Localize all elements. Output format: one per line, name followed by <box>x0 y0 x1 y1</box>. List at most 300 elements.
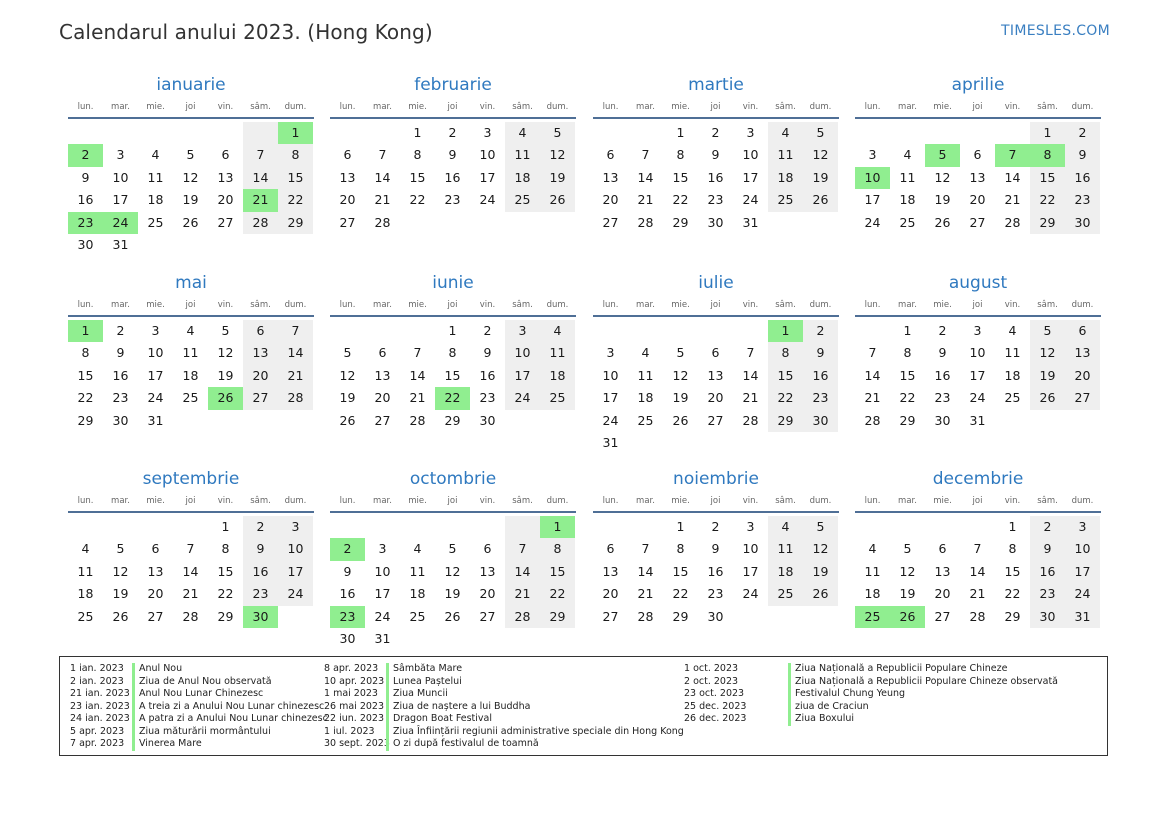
empty-day-cell <box>593 516 628 538</box>
day-cell: 12 <box>339 367 356 383</box>
weekday-label: vin. <box>217 496 234 506</box>
day-cell: 26 <box>112 608 129 624</box>
day-cell: 8 <box>448 345 457 361</box>
weekday-label: vin. <box>1004 300 1021 310</box>
day-cell: 12 <box>444 563 461 579</box>
day-cell: 17 <box>602 390 619 406</box>
day-cell: 3 <box>151 323 160 338</box>
weekday-header <box>68 97 314 119</box>
week-row <box>855 144 1101 166</box>
weekday-header <box>855 491 1101 513</box>
day-cell: 14 <box>505 561 540 583</box>
day-cell: 15 <box>217 563 234 579</box>
day-cell: 25 <box>77 608 94 624</box>
day-grid <box>855 320 1101 432</box>
weekday-label: dum. <box>546 300 569 310</box>
day-cell: 16 <box>934 367 951 383</box>
weekday-label: vin. <box>479 102 496 112</box>
brand-link[interactable]: TIMESLES.COM <box>1001 23 1110 39</box>
day-cell: 6 <box>711 345 720 361</box>
day-cell: 14 <box>182 563 199 579</box>
day-cell: 4 <box>868 541 877 557</box>
legend-holiday-name: Ziua Națională a Republicii Populare Chineze observată <box>788 676 1058 689</box>
day-cell: 17 <box>969 367 986 383</box>
day-cell: 18 <box>540 365 575 387</box>
day-cell: 25 <box>899 214 916 230</box>
legend-entry <box>684 688 1058 701</box>
weekday-label: joi <box>710 102 721 112</box>
weekday-label: dum. <box>284 496 307 506</box>
day-cell: 10 <box>969 345 986 361</box>
day-cell: 22 <box>768 387 803 409</box>
weekday-label: vin. <box>742 300 759 310</box>
day-cell: 5 <box>221 323 230 338</box>
week-row <box>68 234 314 256</box>
day-cell: 5 <box>903 541 912 557</box>
month-ianuarie <box>68 74 314 256</box>
day-cell: 27 <box>479 608 496 624</box>
day-cell: 21 <box>182 586 199 602</box>
month-name: octombrie <box>409 469 497 489</box>
day-cell: 6 <box>221 147 230 163</box>
empty-day-cell <box>803 606 838 628</box>
day-cell: 1 <box>413 125 422 140</box>
weekday-label: lun. <box>77 300 94 310</box>
day-cell: 6 <box>483 541 492 557</box>
weekday-label: mie. <box>671 102 690 112</box>
day-cell: 16 <box>479 367 496 383</box>
empty-day-cell <box>330 516 365 538</box>
day-cell: 6 <box>938 541 947 557</box>
legend-entry <box>70 701 328 714</box>
day-cell: 30 <box>803 410 838 432</box>
weekday-label: vin. <box>742 102 759 112</box>
day-cell: 21 <box>969 586 986 602</box>
day-cell: 25 <box>409 608 426 624</box>
day-cell: 30 <box>243 606 278 628</box>
legend-column-2 <box>324 663 684 751</box>
legend-holiday-name: Dragon Boat Festival <box>386 713 492 726</box>
month-aprilie <box>855 74 1101 234</box>
day-cell: 26 <box>890 606 925 628</box>
empty-day-cell <box>400 320 435 342</box>
weekday-label: mie. <box>933 300 952 310</box>
weekday-label: dum. <box>1071 496 1094 506</box>
legend-entry <box>684 676 1058 689</box>
weekday-label: dum. <box>546 496 569 506</box>
day-cell: 19 <box>339 390 356 406</box>
weekday-label: lun. <box>77 102 94 112</box>
day-cell: 26 <box>208 387 243 409</box>
day-grid <box>330 516 576 650</box>
legend-entry <box>324 713 684 726</box>
day-cell: 22 <box>899 390 916 406</box>
day-cell: 5 <box>343 345 352 361</box>
day-cell: 11 <box>147 169 164 185</box>
day-cell: 3 <box>606 345 615 361</box>
day-cell: 28 <box>409 412 426 428</box>
day-cell: 1 <box>448 323 457 338</box>
legend-date: 1 oct. 2023 <box>684 663 739 674</box>
empty-day-cell <box>925 122 960 144</box>
day-cell: 17 <box>147 367 164 383</box>
day-cell: 1 <box>278 122 313 144</box>
day-cell: 6 <box>151 541 160 557</box>
legend-entry <box>324 688 684 701</box>
day-cell: 4 <box>641 345 650 361</box>
day-cell: 6 <box>378 345 387 361</box>
day-cell: 21 <box>505 583 540 605</box>
week-row <box>330 606 576 628</box>
day-cell: 8 <box>1030 144 1065 166</box>
day-cell: 26 <box>444 608 461 624</box>
day-cell: 4 <box>1008 323 1017 338</box>
day-cell: 2 <box>1065 122 1100 144</box>
day-cell: 17 <box>1065 561 1100 583</box>
day-cell: 25 <box>540 387 575 409</box>
day-cell: 16 <box>803 365 838 387</box>
day-cell: 8 <box>278 144 313 166</box>
day-cell: 20 <box>147 586 164 602</box>
day-cell: 17 <box>479 169 496 185</box>
day-cell: 24 <box>1065 583 1100 605</box>
month-decembrie <box>855 468 1101 628</box>
legend-holiday-name: Ziua Înființării regiunii administrative speciale din Hong Kong <box>386 726 684 739</box>
day-cell: 5 <box>803 122 838 144</box>
empty-day-cell <box>365 122 400 144</box>
day-cell: 7 <box>413 345 422 361</box>
week-row <box>68 144 314 166</box>
weekday-label: sâm. <box>250 102 271 112</box>
day-cell: 10 <box>855 167 890 189</box>
day-cell: 10 <box>479 147 496 163</box>
day-cell: 28 <box>243 212 278 234</box>
day-cell: 31 <box>374 630 391 646</box>
day-grid <box>330 122 576 234</box>
week-row <box>855 320 1101 342</box>
empty-day-cell <box>768 212 803 234</box>
week-row <box>593 561 839 583</box>
weekday-label: dum. <box>1071 300 1094 310</box>
month-mai <box>68 272 314 432</box>
empty-day-cell <box>925 516 960 538</box>
day-cell: 8 <box>768 342 803 364</box>
empty-day-cell <box>173 516 208 538</box>
legend-date: 22 iun. 2023 <box>324 713 385 724</box>
day-cell: 19 <box>112 586 129 602</box>
day-cell: 15 <box>1004 563 1021 579</box>
day-cell: 29 <box>278 212 313 234</box>
week-row <box>68 212 314 234</box>
weekday-label: dum. <box>809 300 832 310</box>
week-row <box>593 320 839 342</box>
week-row <box>855 365 1101 387</box>
legend-entry <box>70 676 328 689</box>
day-cell: 16 <box>339 586 356 602</box>
day-cell: 3 <box>116 147 125 163</box>
day-cell: 25 <box>182 390 199 406</box>
day-cell: 6 <box>1065 320 1100 342</box>
day-cell: 27 <box>969 214 986 230</box>
day-cell: 2 <box>243 516 278 538</box>
day-cell: 12 <box>803 538 838 560</box>
weekday-label: lun. <box>864 496 881 506</box>
day-cell: 17 <box>374 586 391 602</box>
week-row <box>855 167 1101 189</box>
day-cell: 1 <box>903 323 912 338</box>
week-row <box>855 342 1101 364</box>
weekday-label: dum. <box>809 102 832 112</box>
legend-entry <box>684 701 1058 714</box>
day-cell: 18 <box>77 586 94 602</box>
day-cell: 20 <box>374 390 391 406</box>
day-cell: 8 <box>676 147 685 163</box>
weekday-label: joi <box>710 496 721 506</box>
legend-date: 1 iul. 2023 <box>324 725 375 737</box>
day-cell: 10 <box>505 342 540 364</box>
legend-date: 2 oct. 2023 <box>684 675 739 687</box>
day-cell: 19 <box>1030 365 1065 387</box>
day-cell: 4 <box>540 320 575 342</box>
week-row <box>68 342 314 364</box>
day-cell: 17 <box>742 169 759 185</box>
day-cell: 21 <box>637 192 654 208</box>
day-cell: 6 <box>343 147 352 163</box>
day-cell: 24 <box>374 608 391 624</box>
empty-day-cell <box>890 122 925 144</box>
empty-day-cell <box>103 516 138 538</box>
weekday-label: vin. <box>1004 496 1021 506</box>
day-grid <box>855 516 1101 628</box>
empty-day-cell <box>138 234 173 256</box>
day-cell: 28 <box>505 606 540 628</box>
weekday-label: mar. <box>111 300 130 310</box>
week-row <box>68 387 314 409</box>
day-cell: 8 <box>413 147 422 163</box>
day-cell: 25 <box>768 583 803 605</box>
day-cell: 22 <box>409 192 426 208</box>
day-cell: 6 <box>606 147 615 163</box>
month-iulie <box>593 272 839 454</box>
legend-entry <box>70 713 328 726</box>
day-cell: 24 <box>505 387 540 409</box>
week-row <box>68 122 314 144</box>
day-cell: 30 <box>77 236 94 252</box>
day-cell: 2 <box>68 144 103 166</box>
day-cell: 6 <box>243 320 278 342</box>
month-name: iulie <box>698 273 734 293</box>
empty-day-cell <box>208 410 243 432</box>
day-cell: 8 <box>540 538 575 560</box>
week-row <box>330 144 576 166</box>
weekday-label: joi <box>972 496 983 506</box>
day-cell: 21 <box>637 586 654 602</box>
week-row <box>855 606 1101 628</box>
day-cell: 23 <box>707 586 724 602</box>
legend-holiday-name: Vinerea Mare <box>132 738 202 751</box>
weekday-label: sâm. <box>775 102 796 112</box>
legend-date: 21 ian. 2023 <box>70 688 130 699</box>
day-cell: 12 <box>899 563 916 579</box>
weekday-label: vin. <box>217 300 234 310</box>
day-cell: 13 <box>479 563 496 579</box>
day-cell: 10 <box>1065 538 1100 560</box>
day-cell: 27 <box>243 387 278 409</box>
day-cell: 10 <box>742 147 759 163</box>
day-cell: 21 <box>243 189 278 211</box>
day-cell: 30 <box>1065 212 1100 234</box>
legend-date: 23 ian. 2023 <box>70 700 130 712</box>
day-cell: 3 <box>868 147 877 163</box>
weekday-label: dum. <box>284 102 307 112</box>
day-cell: 21 <box>409 390 426 406</box>
day-cell: 28 <box>637 608 654 624</box>
day-cell: 13 <box>602 169 619 185</box>
legend-holiday-name: Anul Nou <box>132 663 182 676</box>
day-cell: 17 <box>864 192 881 208</box>
day-cell: 9 <box>116 345 125 361</box>
day-cell: 7 <box>378 147 387 163</box>
day-cell: 15 <box>409 169 426 185</box>
empty-day-cell <box>173 122 208 144</box>
legend-date: 26 dec. 2023 <box>684 713 747 724</box>
day-cell: 11 <box>768 538 803 560</box>
day-cell: 13 <box>147 563 164 579</box>
legend-date: 10 apr. 2023 <box>324 675 385 687</box>
day-cell: 3 <box>378 541 387 557</box>
day-cell: 9 <box>711 147 720 163</box>
week-row <box>593 365 839 387</box>
day-cell: 8 <box>81 345 90 361</box>
empty-day-cell <box>365 320 400 342</box>
day-cell: 20 <box>243 365 278 387</box>
week-row <box>593 410 839 432</box>
week-row <box>68 561 314 583</box>
day-cell: 9 <box>803 342 838 364</box>
empty-day-cell <box>733 432 768 454</box>
day-cell: 28 <box>278 387 313 409</box>
day-cell: 31 <box>969 412 986 428</box>
day-cell: 14 <box>278 342 313 364</box>
day-cell: 19 <box>672 390 689 406</box>
day-cell: 14 <box>1004 169 1021 185</box>
day-cell: 23 <box>479 390 496 406</box>
day-cell: 12 <box>540 144 575 166</box>
month-martie <box>593 74 839 234</box>
week-row <box>68 189 314 211</box>
day-cell: 18 <box>505 167 540 189</box>
day-cell: 13 <box>707 367 724 383</box>
week-row <box>855 561 1101 583</box>
day-cell: 17 <box>278 561 313 583</box>
empty-day-cell <box>855 516 890 538</box>
day-cell: 24 <box>147 390 164 406</box>
empty-day-cell <box>540 410 575 432</box>
empty-day-cell <box>698 432 733 454</box>
weekday-label: lun. <box>602 102 619 112</box>
day-cell: 7 <box>278 320 313 342</box>
day-cell: 4 <box>81 541 90 557</box>
day-cell: 23 <box>1030 583 1065 605</box>
day-cell: 26 <box>1030 387 1065 409</box>
empty-day-cell <box>208 122 243 144</box>
day-cell: 25 <box>147 214 164 230</box>
day-cell: 13 <box>243 342 278 364</box>
empty-day-cell <box>470 212 505 234</box>
weekday-label: joi <box>972 102 983 112</box>
legend-date: 2 ian. 2023 <box>70 675 124 687</box>
week-row <box>330 365 576 387</box>
weekday-label: lun. <box>864 300 881 310</box>
empty-day-cell <box>365 516 400 538</box>
day-cell: 16 <box>444 169 461 185</box>
week-row <box>330 516 576 538</box>
day-cell: 22 <box>77 390 94 406</box>
empty-day-cell <box>68 516 103 538</box>
day-cell: 11 <box>637 367 654 383</box>
weekday-label: dum. <box>546 102 569 112</box>
day-cell: 3 <box>1065 516 1100 538</box>
week-row <box>855 122 1101 144</box>
day-cell: 24 <box>742 586 759 602</box>
weekday-label: sâm. <box>1037 300 1058 310</box>
day-cell: 9 <box>938 345 947 361</box>
month-name: aprilie <box>951 75 1005 95</box>
empty-day-cell <box>138 516 173 538</box>
week-row <box>593 516 839 538</box>
day-cell: 8 <box>221 541 230 557</box>
day-cell: 25 <box>505 189 540 211</box>
legend-date: 30 sept. 2023 <box>324 738 390 749</box>
day-cell: 2 <box>1030 516 1065 538</box>
day-cell: 18 <box>768 167 803 189</box>
day-cell: 9 <box>448 147 457 163</box>
day-cell: 14 <box>374 169 391 185</box>
legend-date: 5 apr. 2023 <box>70 725 125 737</box>
day-cell: 18 <box>147 192 164 208</box>
empty-day-cell <box>540 212 575 234</box>
day-cell: 13 <box>217 169 234 185</box>
day-cell: 1 <box>68 320 103 342</box>
day-cell: 22 <box>1030 189 1065 211</box>
week-row <box>330 320 576 342</box>
weekday-label: mie. <box>146 496 165 506</box>
empty-day-cell <box>1065 410 1100 432</box>
day-cell: 20 <box>479 586 496 602</box>
day-cell: 20 <box>707 390 724 406</box>
day-cell: 24 <box>103 212 138 234</box>
weekday-label: mar. <box>636 496 655 506</box>
day-cell: 4 <box>413 541 422 557</box>
day-cell: 15 <box>768 365 803 387</box>
day-cell: 12 <box>217 345 234 361</box>
day-cell: 16 <box>243 561 278 583</box>
week-row <box>593 144 839 166</box>
weekday-label: mie. <box>671 496 690 506</box>
empty-day-cell <box>400 628 435 650</box>
weekday-label: vin. <box>479 300 496 310</box>
empty-day-cell <box>803 212 838 234</box>
empty-day-cell <box>505 212 540 234</box>
day-cell: 10 <box>602 367 619 383</box>
day-cell: 5 <box>676 345 685 361</box>
week-row <box>593 189 839 211</box>
day-cell: 3 <box>746 125 755 140</box>
weekday-label: vin. <box>479 496 496 506</box>
weekday-label: sâm. <box>775 496 796 506</box>
day-cell: 1 <box>768 320 803 342</box>
day-cell: 4 <box>903 147 912 163</box>
